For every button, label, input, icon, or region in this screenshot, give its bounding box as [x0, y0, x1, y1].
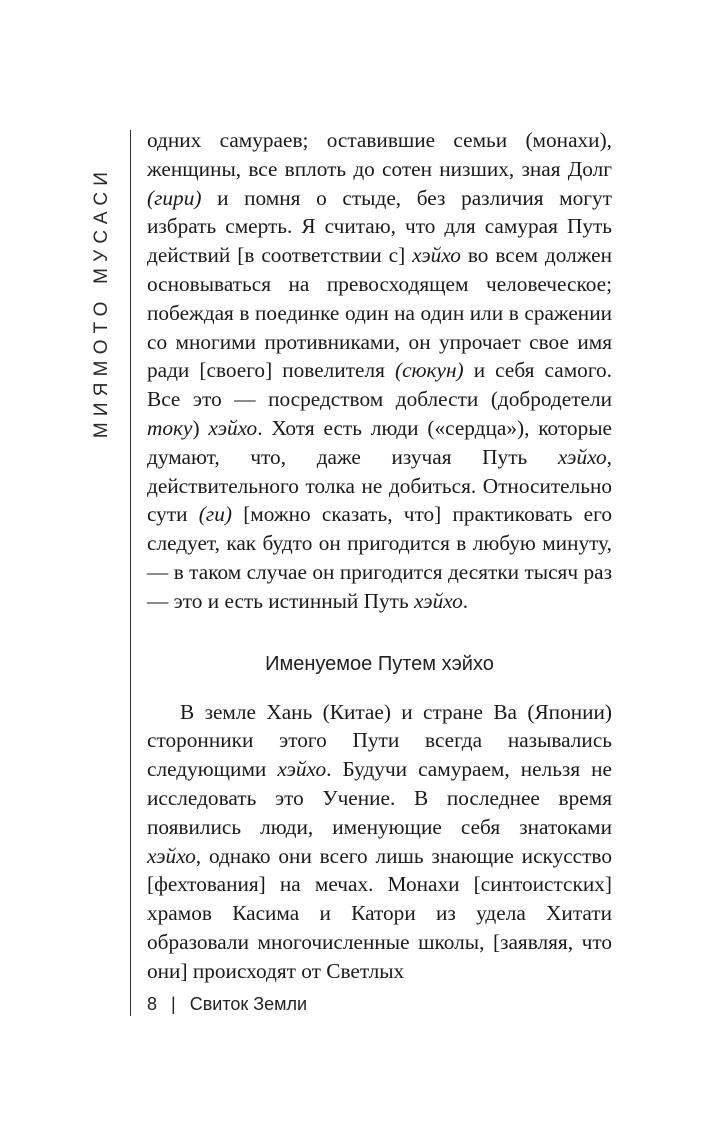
- text-segment: [можно сказать, что] практиковать его следует, как будто он пригодится в любую минуту, — в таком случае он пригодится десятки тысяч раз — это и есть истинный Путь: [147, 502, 612, 613]
- page-footer: [147, 994, 307, 1015]
- italic-term: хэйхо: [208, 415, 258, 440]
- italic-term: хэйхо: [412, 243, 461, 268]
- text-segment: и себя самого. Все это — посредством доблести (добродетели: [147, 358, 612, 412]
- section-title: Свиток Земли: [189, 994, 308, 1014]
- italic-term: хэйхо: [557, 444, 607, 469]
- italic-term: хэйхо: [277, 757, 327, 782]
- section-heading: Именуемое Путем хэйхо: [265, 652, 494, 675]
- text-segment: . Будучи самураем, нельзя не исследовать это Учение. В последнее время появились люди, именующие себя знатоками: [147, 757, 612, 839]
- body-text: [147, 126, 612, 986]
- text-segment: , действительного толка не добиться. Относительно сути: [147, 444, 612, 527]
- running-head: [84, 130, 120, 474]
- margin-rule: [130, 130, 131, 1016]
- text-segment: и помня о стыде, без различия могут избрать смерть. Я считаю, что для самурая Путь действий [в соответствии с]: [147, 185, 612, 268]
- text-segment: ): [192, 415, 209, 440]
- text-segment: .: [462, 588, 469, 613]
- text-segment: , однако они всего лишь знающие искусство [фехтования] на мечах. Монахи [синтоистских] храмов Касима и Катори из удела Хитати образовали многочисленные школы, [заявляя, что они] происходят от Светлых: [147, 843, 612, 983]
- text-segment: во всем должен основываться на превосходящем человеческое; побеждая в поединке один на один или в сражении со многими противниками, он упрочает свое имя ради [своего] повелителя: [147, 243, 612, 383]
- text-segment: . Хотя есть люди («сердца»), которые думают, что, даже изучая Путь: [147, 415, 612, 469]
- text-segment: В земле Хань (Китае) и стране Ва (Японии) сторонники этого Пути всегда назывались следующими: [147, 699, 612, 782]
- running-head-text: МИЯМОТО МУСАСИ: [91, 165, 113, 439]
- page-number: 8: [147, 994, 158, 1014]
- italic-term: хэйхо: [414, 588, 463, 613]
- italic-term: (гири): [147, 185, 202, 210]
- italic-term: хэйхо: [147, 843, 196, 868]
- italic-term: току: [147, 415, 193, 440]
- italic-term: (сюкун): [394, 358, 464, 383]
- italic-term: (ги): [198, 502, 232, 527]
- paragraph-2: [147, 698, 612, 986]
- footer-separator: |: [171, 994, 176, 1014]
- paragraph-1: [147, 126, 612, 616]
- text-segment: одних самураев; оставившие семьи (монахи), женщины, все вплоть до сотен низших, зная Долг: [147, 128, 612, 181]
